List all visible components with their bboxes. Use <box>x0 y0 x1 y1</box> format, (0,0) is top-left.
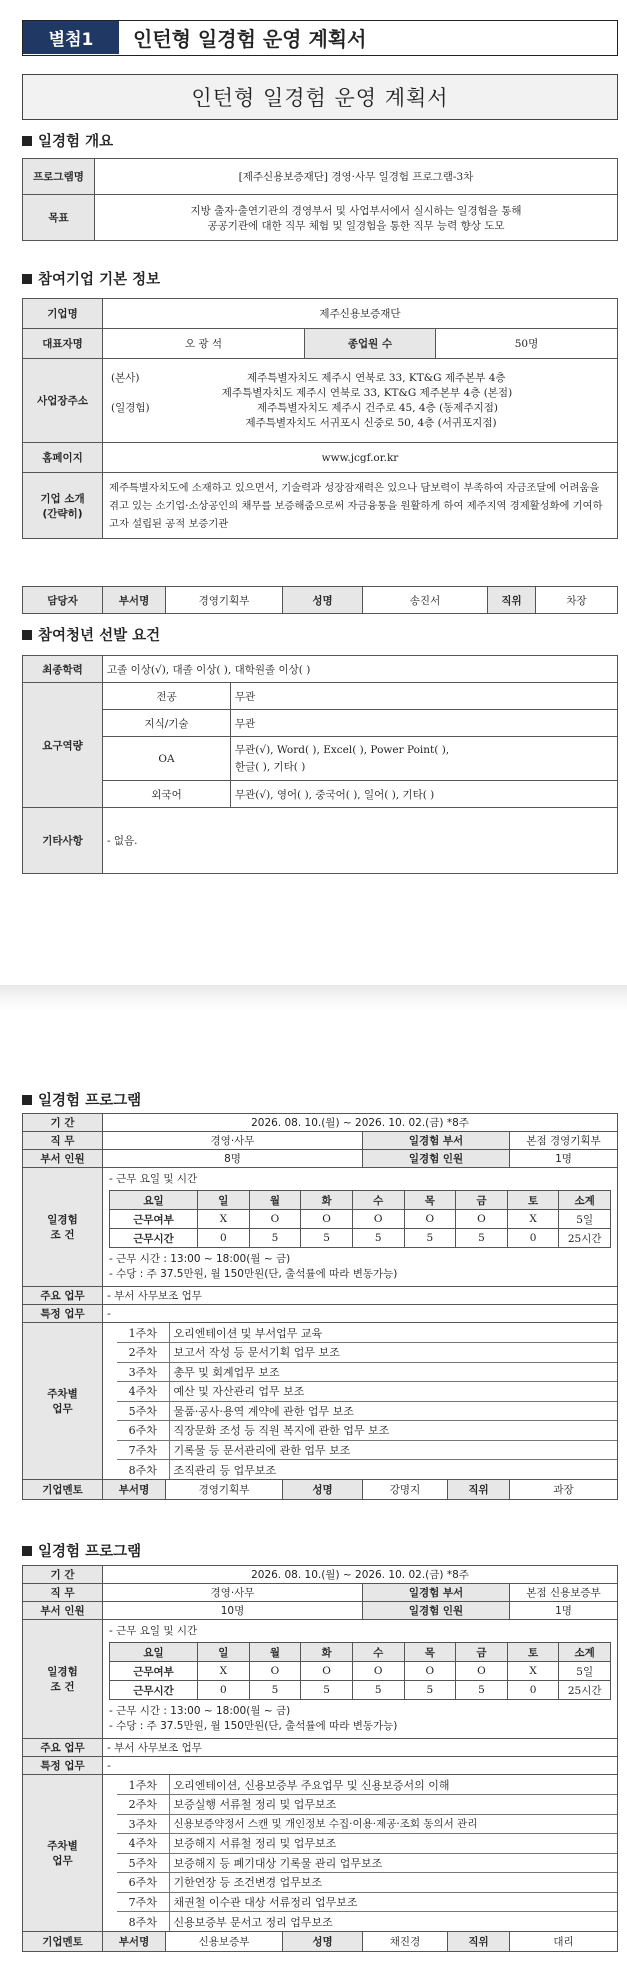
schedule-cell: O <box>249 1662 301 1681</box>
address-value: (본사) 제주특별자치도 제주시 연북로 33, KT&G 제주본부 4층 제주특별자치도 제주시 연북로 33, KT&G 제주본부 4층 (본점) (일경험) 제주특별자치도 제주시 건주로 45, 4층 (동제주지점) 제주특별자치도 서귀포시 신중로 50, 4층 (서귀포지점) <box>103 359 618 443</box>
duty-label: 직 무 <box>23 1132 103 1150</box>
requirements-table <box>22 655 618 874</box>
language-label: 외국어 <box>103 781 231 808</box>
week-number: 1주차 <box>117 1323 169 1343</box>
schedule-cell: 5 <box>301 1681 353 1700</box>
program-table-2 <box>22 1565 618 1952</box>
program-name-value: [제주신용보증재단] 경영·사무 일경험 프로그램-3차 <box>95 159 618 195</box>
attachment-header <box>22 20 618 56</box>
week-number: 6주차 <box>117 1421 169 1441</box>
ceo-label: 대표자명 <box>23 329 103 359</box>
exp-dept-label: 일경험 부서 <box>363 1132 510 1150</box>
dept-staff-label: 부서 인원 <box>23 1150 103 1168</box>
contact-dept-label: 부서명 <box>103 587 166 614</box>
period-label: 기 간 <box>23 1114 103 1132</box>
dept-staff-value: 10명 <box>103 1602 363 1620</box>
skill-value: 무관 <box>231 710 618 737</box>
week-task: 총무 및 회계업무 보조 <box>169 1362 617 1382</box>
main-work-label: 주요 업무 <box>23 1739 103 1757</box>
week-number: 4주차 <box>117 1834 169 1854</box>
etc-value: - 없음. <box>103 808 618 874</box>
schedule-cell: 5 <box>404 1681 456 1700</box>
schedule-header: 소계 <box>559 1643 611 1662</box>
schedule-header: 목 <box>404 1643 456 1662</box>
schedule-cell: 5 <box>456 1681 508 1700</box>
square-bullet-icon <box>22 274 32 284</box>
employee-count-label: 종업원 수 <box>305 329 436 359</box>
exp-staff-value: 1명 <box>510 1150 618 1168</box>
period-value: 2026. 08. 10.(월) ~ 2026. 10. 02.(금) *8주 <box>103 1566 618 1584</box>
schedule-header: 수 <box>352 1191 404 1210</box>
weekly-work-value <box>103 1775 618 1932</box>
goal-label: 목표 <box>23 195 95 241</box>
schedule-header: 토 <box>507 1191 559 1210</box>
competency-label: 요구역량 <box>23 683 103 808</box>
mentor-name-label: 성명 <box>283 1480 363 1500</box>
schedule-cell: 5일 <box>559 1210 611 1229</box>
week-number: 3주차 <box>117 1362 169 1382</box>
square-bullet-icon <box>22 1095 32 1105</box>
week-number: 8주차 <box>117 1912 169 1932</box>
schedule-cell: 5 <box>404 1229 456 1248</box>
mentor-label: 기업멘토 <box>23 1932 103 1952</box>
schedule-row-label: 근무시간 <box>110 1229 198 1248</box>
square-bullet-icon <box>22 136 32 146</box>
schedule-row-label: 근무시간 <box>110 1681 198 1700</box>
schedule-table <box>109 1190 611 1248</box>
mentor-dept-value: 경영기획부 <box>166 1480 283 1500</box>
exp-dept-value: 본점 신용보증부 <box>510 1584 618 1602</box>
week-task: 오리엔테이션 및 부서업무 교육 <box>169 1323 617 1343</box>
conditions-value: - 근무 요일 및 시간 요일 일 월 화 수 목 금 토 소계 근무여부 X O O O O O X 5일 근무시간 0 5 5 5 5 5 0 25시간 - 근무 시간 : 13:00 ~ 18:00(월 ~ 금) - 수당 : 주 37.5만원, 월 150만원(단, 출석률에 따라 변동가능) <box>103 1168 618 1287</box>
language-value: 무관(√), 영어( ), 중국어( ), 일어( ), 기타( ) <box>231 781 618 808</box>
schedule-cell: 5일 <box>559 1662 611 1681</box>
square-bullet-icon <box>22 1546 32 1556</box>
contact-name-label: 성명 <box>283 587 363 614</box>
etc-label: 기타사항 <box>23 808 103 874</box>
company-intro-label: 기업 소개 (간략히) <box>23 473 103 539</box>
special-work-label: 특정 업무 <box>23 1757 103 1775</box>
oa-value: 무관(√), Word( ), Excel( ), Power Point( ), 한글( ), 기타( ) <box>231 737 618 781</box>
schedule-cell: X <box>507 1210 559 1229</box>
employee-count-value: 50명 <box>436 329 618 359</box>
exp-staff-label: 일경험 인원 <box>363 1602 510 1620</box>
schedule-cell: 0 <box>507 1681 559 1700</box>
work-time-note: - 근무 시간 : 13:00 ~ 18:00(월 ~ 금) <box>109 1253 291 1265</box>
schedule-cell: 5 <box>249 1681 301 1700</box>
schedule-header: 화 <box>301 1191 353 1210</box>
attachment-title: 인턴형 일경험 운영 계획서 <box>133 27 367 51</box>
week-task: 기한연장 등 조건변경 업무보조 <box>169 1873 617 1893</box>
main-work-value: - 부서 사무보조 업무 <box>103 1287 618 1305</box>
mentor-position-value: 대리 <box>510 1932 618 1952</box>
week-number: 7주차 <box>117 1892 169 1912</box>
week-number: 8주차 <box>117 1460 169 1480</box>
schedule-header: 화 <box>301 1643 353 1662</box>
schedule-cell: O <box>301 1662 353 1681</box>
weekly-work-label: 주차별 업무 <box>23 1323 103 1480</box>
special-work-value: - <box>103 1757 618 1775</box>
week-number: 5주차 <box>117 1853 169 1873</box>
skill-label: 지식/기술 <box>103 710 231 737</box>
document-page-1 <box>0 0 627 985</box>
mentor-position-value: 과장 <box>510 1480 618 1500</box>
week-task: 신용보증부 문서고 정리 업무보조 <box>173 1915 333 1929</box>
schedule-header: 토 <box>507 1643 559 1662</box>
education-value: 고졸 이상(√), 대졸 이상( ), 대학원졸 이상( ) <box>103 656 618 683</box>
major-value: 무관 <box>231 683 618 710</box>
week-task: 보증해지 서류철 정리 및 업무보조 <box>169 1834 617 1854</box>
schedule-header: 수 <box>352 1643 404 1662</box>
schedule-header: 일 <box>198 1191 250 1210</box>
mentor-dept-label: 부서명 <box>103 1932 166 1952</box>
schedule-cell: 5 <box>352 1229 404 1248</box>
schedule-header: 일 <box>198 1643 250 1662</box>
exp-dept-value: 본점 경영기획부 <box>510 1132 618 1150</box>
schedule-cell: 25시간 <box>559 1229 611 1248</box>
schedule-table <box>109 1642 611 1700</box>
ceo-value: 오 광 석 <box>103 329 305 359</box>
contact-name-value: 송진서 <box>363 587 488 614</box>
week-task: 직장문화 조성 등 직원 복지에 관한 업무 보조 <box>169 1421 617 1441</box>
weekly-work-value <box>103 1323 618 1480</box>
company-name-value: 제주신용보증재단 <box>103 299 618 329</box>
week-number: 5주차 <box>117 1401 169 1421</box>
main-work-label: 주요 업무 <box>23 1287 103 1305</box>
schedule-cell: O <box>456 1210 508 1229</box>
weekly-plan-list <box>117 1775 617 1931</box>
section-heading-requirements: 참여청년 선발 요건 <box>22 624 160 645</box>
schedule-cell: O <box>301 1210 353 1229</box>
duty-value: 경영·사무 <box>103 1584 363 1602</box>
conditions-label: 일경험 조 건 <box>23 1620 103 1739</box>
mentor-name-value: 채진경 <box>363 1932 448 1952</box>
mentor-position-label: 직위 <box>448 1480 510 1500</box>
exp-staff-value: 1명 <box>510 1602 618 1620</box>
address-label: 사업장주소 <box>23 359 103 443</box>
conditions-value: - 근무 요일 및 시간 요일 일 월 화 수 목 금 토 소계 근무여부 X O O O O O X 5일 근무시간 0 5 5 5 5 5 0 25시간 - 근무 시간 : 13:00 ~ 18:00(월 ~ 금) - 수당 : 주 37.5만원, 월 150만원(단, 출석률에 따라 변동가능) <box>103 1620 618 1739</box>
week-task: 오리엔테이션, 신용보증부 주요업무 및 신용보증서의 이해 <box>169 1775 617 1795</box>
contact-table <box>22 586 618 614</box>
schedule-cell: O <box>404 1210 456 1229</box>
week-task: 보고서 작성 등 문서기획 업무 보조 <box>169 1343 617 1363</box>
square-bullet-icon <box>22 630 32 640</box>
schedule-cell: 5 <box>352 1681 404 1700</box>
mentor-label: 기업멘토 <box>23 1480 103 1500</box>
week-number: 1주차 <box>117 1775 169 1795</box>
attachment-badge: 별첨1 <box>23 21 119 54</box>
schedule-cell: 0 <box>198 1681 250 1700</box>
special-work-value: - <box>103 1305 618 1323</box>
week-task: 기록물 등 문서관리에 관한 업무 보조 <box>169 1440 617 1460</box>
week-number: 6주차 <box>117 1873 169 1893</box>
week-task: 물품·공사·용역 계약에 관한 업무 보조 <box>169 1401 617 1421</box>
schedule-cell: 0 <box>507 1229 559 1248</box>
contact-label: 담당자 <box>23 587 103 614</box>
major-label: 전공 <box>103 683 231 710</box>
oa-label: OA <box>103 737 231 781</box>
duty-value: 경영·사무 <box>103 1132 363 1150</box>
company-info-table <box>22 298 618 539</box>
section-heading-program-2: 일경험 프로그램 <box>22 1540 141 1561</box>
schedule-header: 요일 <box>110 1191 198 1210</box>
document-page-2 <box>0 1011 627 1986</box>
dept-staff-label: 부서 인원 <box>23 1602 103 1620</box>
schedule-cell: O <box>352 1662 404 1681</box>
contact-position-value: 차장 <box>536 587 618 614</box>
education-label: 최종학력 <box>23 656 103 683</box>
dept-staff-value: 8명 <box>103 1150 363 1168</box>
week-number: 2주차 <box>117 1343 169 1363</box>
section-heading-overview: 일경험 개요 <box>22 130 113 151</box>
page-separator <box>0 985 627 1011</box>
exp-dept-label: 일경험 부서 <box>363 1584 510 1602</box>
section-heading-company: 참여기업 기본 정보 <box>22 268 160 289</box>
schedule-header: 월 <box>249 1643 301 1662</box>
work-time-note: - 근무 시간 : 13:00 ~ 18:00(월 ~ 금) <box>109 1705 291 1717</box>
schedule-cell: 5 <box>301 1229 353 1248</box>
mentor-position-label: 직위 <box>448 1932 510 1952</box>
weekly-plan-list <box>117 1323 617 1479</box>
goal-value: 지방 출자·출연기관의 경영부서 및 사업부서에서 실시하는 일경험을 통해 공공기관에 대한 직무 체험 및 일경험을 통한 직무 능력 향상 도모 <box>95 195 618 241</box>
company-intro-value: 제주특별자치도에 소재하고 있으면서, 기술력과 성장잠재력은 있으나 담보력이 부족하여 자금조달에 어려움을 겪고 있는 소기업·소상공인의 채무를 보증해줌으로써 자금융통을 원활하게 하여 제주지역 경제활성화에 기여하고자 설립된 공적 보증기관 <box>103 473 618 539</box>
program-table-1 <box>22 1113 618 1500</box>
mentor-name-label: 성명 <box>283 1932 363 1952</box>
schedule-header: 금 <box>456 1643 508 1662</box>
contact-position-label: 직위 <box>488 587 536 614</box>
week-task: 채권철 이수관 대상 서류정리 업무보조 <box>169 1892 617 1912</box>
schedule-row-label: 근무여부 <box>110 1210 198 1229</box>
duty-label: 직 무 <box>23 1584 103 1602</box>
mentor-name-value: 강명지 <box>363 1480 448 1500</box>
pay-note: - 수당 : 주 37.5만원, 월 150만원(단, 출석률에 따라 변동가능) <box>109 1268 398 1280</box>
schedule-cell: 5 <box>249 1229 301 1248</box>
week-task: 신용보증약정서 스캔 및 개인정보 수집·이용·제공·조회 동의서 관리 <box>169 1814 617 1834</box>
conditions-label: 일경험 조 건 <box>23 1168 103 1287</box>
weekly-work-label: 주차별 업무 <box>23 1775 103 1932</box>
schedule-header: 금 <box>456 1191 508 1210</box>
schedule-cell: X <box>507 1662 559 1681</box>
document-title: 인턴형 일경험 운영 계획서 <box>22 74 618 120</box>
week-number: 7주차 <box>117 1440 169 1460</box>
schedule-cell: X <box>198 1662 250 1681</box>
schedule-header: 목 <box>404 1191 456 1210</box>
schedule-cell: X <box>198 1210 250 1229</box>
period-label: 기 간 <box>23 1566 103 1584</box>
main-work-value: - 부서 사무보조 업무 <box>103 1739 618 1757</box>
week-number: 4주차 <box>117 1382 169 1402</box>
week-number: 2주차 <box>117 1795 169 1815</box>
mentor-dept-label: 부서명 <box>103 1480 166 1500</box>
homepage-label: 홈페이지 <box>23 443 103 473</box>
section-heading-program-1: 일경험 프로그램 <box>22 1089 141 1110</box>
week-task: 보증실행 서류철 정리 및 업무보조 <box>169 1795 617 1815</box>
schedule-header: 월 <box>249 1191 301 1210</box>
schedule-header: 소계 <box>559 1191 611 1210</box>
homepage-value: www.jcgf.or.kr <box>103 443 618 473</box>
schedule-cell: O <box>404 1662 456 1681</box>
schedule-cell: O <box>249 1210 301 1229</box>
schedule-cell: O <box>456 1662 508 1681</box>
week-task: 보증해지 등 폐기대상 기록물 관리 업무보조 <box>169 1853 617 1873</box>
week-task: 예산 및 자산관리 업무 보조 <box>169 1382 617 1402</box>
schedule-header: 요일 <box>110 1643 198 1662</box>
schedule-cell: 5 <box>456 1229 508 1248</box>
schedule-row-label: 근무여부 <box>110 1662 198 1681</box>
contact-dept-value: 경영기획부 <box>166 587 283 614</box>
week-task: 조직관리 등 업무보조 <box>173 1463 277 1477</box>
program-name-label: 프로그램명 <box>23 159 95 195</box>
pay-note: - 수당 : 주 37.5만원, 월 150만원(단, 출석률에 따라 변동가능) <box>109 1720 398 1732</box>
company-name-label: 기업명 <box>23 299 103 329</box>
special-work-label: 특정 업무 <box>23 1305 103 1323</box>
exp-staff-label: 일경험 인원 <box>363 1150 510 1168</box>
schedule-cell: 0 <box>198 1229 250 1248</box>
period-value: 2026. 08. 10.(월) ~ 2026. 10. 02.(금) *8주 <box>103 1114 618 1132</box>
week-number: 3주차 <box>117 1814 169 1834</box>
mentor-dept-value: 신용보증부 <box>166 1932 283 1952</box>
schedule-cell: 25시간 <box>559 1681 611 1700</box>
overview-table <box>22 158 618 241</box>
schedule-cell: O <box>352 1210 404 1229</box>
